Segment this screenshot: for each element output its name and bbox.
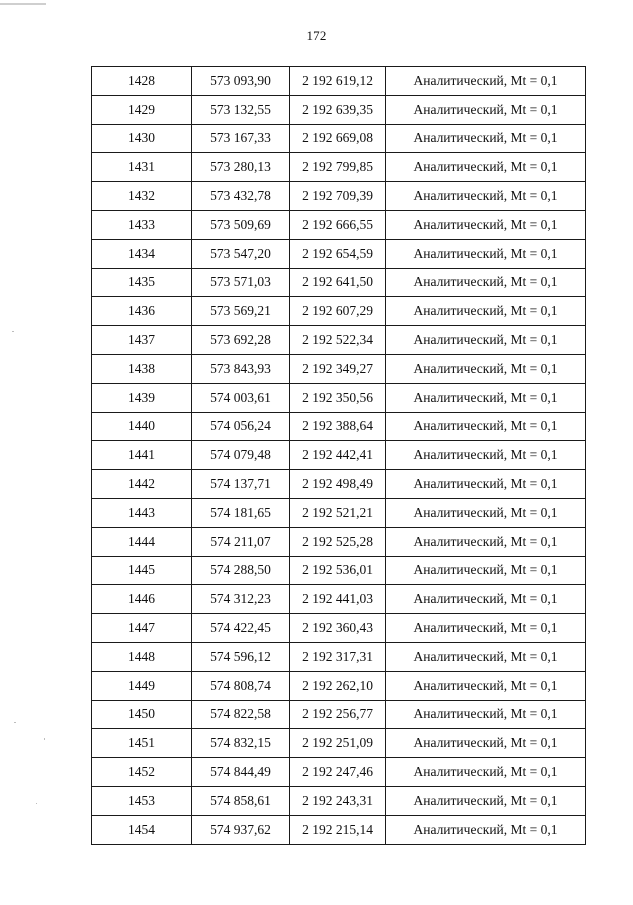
- x-coordinate-cell: 574 312,23: [192, 585, 290, 614]
- x-coordinate-cell: 574 822,58: [192, 700, 290, 729]
- method-cell: Аналитический, Mt = 0,1: [386, 210, 586, 239]
- method-cell: Аналитический, Mt = 0,1: [386, 786, 586, 815]
- y-coordinate-cell: 2 192 641,50: [290, 268, 386, 297]
- x-coordinate-cell: 574 937,62: [192, 815, 290, 844]
- scan-speck: [12, 331, 14, 332]
- table-row: [92, 67, 586, 96]
- x-coordinate-cell: 574 288,50: [192, 556, 290, 585]
- table-row: [92, 441, 586, 470]
- x-coordinate-cell: 573 432,78: [192, 182, 290, 211]
- method-cell: Аналитический, Mt = 0,1: [386, 642, 586, 671]
- method-cell: Аналитический, Mt = 0,1: [386, 354, 586, 383]
- x-coordinate-cell: 573 280,13: [192, 153, 290, 182]
- y-coordinate-cell: 2 192 215,14: [290, 815, 386, 844]
- point-number-cell: 1436: [92, 297, 192, 326]
- method-cell: Аналитический, Mt = 0,1: [386, 556, 586, 585]
- point-number-cell: 1434: [92, 239, 192, 268]
- table-row: [92, 326, 586, 355]
- method-cell: Аналитический, Mt = 0,1: [386, 95, 586, 124]
- x-coordinate-cell: 573 571,03: [192, 268, 290, 297]
- table-row: [92, 268, 586, 297]
- method-cell: Аналитический, Mt = 0,1: [386, 326, 586, 355]
- table-row: [92, 585, 586, 614]
- table-row: [92, 729, 586, 758]
- y-coordinate-cell: 2 192 349,27: [290, 354, 386, 383]
- point-number-cell: 1441: [92, 441, 192, 470]
- y-coordinate-cell: 2 192 441,03: [290, 585, 386, 614]
- y-coordinate-cell: 2 192 262,10: [290, 671, 386, 700]
- x-coordinate-cell: 574 844,49: [192, 758, 290, 787]
- page-number: 172: [306, 28, 327, 43]
- point-number-cell: 1435: [92, 268, 192, 297]
- point-number-cell: 1448: [92, 642, 192, 671]
- table-row: [92, 758, 586, 787]
- method-cell: Аналитический, Mt = 0,1: [386, 498, 586, 527]
- y-coordinate-cell: 2 192 247,46: [290, 758, 386, 787]
- x-coordinate-cell: 573 167,33: [192, 124, 290, 153]
- table-row: [92, 556, 586, 585]
- method-cell: Аналитический, Mt = 0,1: [386, 383, 586, 412]
- x-coordinate-cell: 574 422,45: [192, 614, 290, 643]
- y-coordinate-cell: 2 192 607,29: [290, 297, 386, 326]
- y-coordinate-cell: 2 192 350,56: [290, 383, 386, 412]
- x-coordinate-cell: 574 079,48: [192, 441, 290, 470]
- x-coordinate-cell: 574 858,61: [192, 786, 290, 815]
- coordinates-table-body: [92, 67, 586, 845]
- y-coordinate-cell: 2 192 498,49: [290, 470, 386, 499]
- y-coordinate-cell: 2 192 522,34: [290, 326, 386, 355]
- x-coordinate-cell: 573 569,21: [192, 297, 290, 326]
- y-coordinate-cell: 2 192 256,77: [290, 700, 386, 729]
- x-coordinate-cell: 574 137,71: [192, 470, 290, 499]
- point-number-cell: 1443: [92, 498, 192, 527]
- scan-edge-mark: [0, 3, 46, 5]
- table-row: [92, 786, 586, 815]
- y-coordinate-cell: 2 192 666,55: [290, 210, 386, 239]
- point-number-cell: 1430: [92, 124, 192, 153]
- table-row: [92, 354, 586, 383]
- table-row: [92, 182, 586, 211]
- method-cell: Аналитический, Mt = 0,1: [386, 470, 586, 499]
- method-cell: Аналитический, Mt = 0,1: [386, 153, 586, 182]
- y-coordinate-cell: 2 192 639,35: [290, 95, 386, 124]
- point-number-cell: 1440: [92, 412, 192, 441]
- coordinates-table: [91, 66, 586, 845]
- method-cell: Аналитический, Mt = 0,1: [386, 527, 586, 556]
- point-number-cell: 1450: [92, 700, 192, 729]
- method-cell: Аналитический, Mt = 0,1: [386, 297, 586, 326]
- point-number-cell: 1445: [92, 556, 192, 585]
- method-cell: Аналитический, Mt = 0,1: [386, 614, 586, 643]
- x-coordinate-cell: 574 832,15: [192, 729, 290, 758]
- table-row: [92, 815, 586, 844]
- method-cell: Аналитический, Mt = 0,1: [386, 412, 586, 441]
- point-number-cell: 1446: [92, 585, 192, 614]
- x-coordinate-cell: 574 056,24: [192, 412, 290, 441]
- point-number-cell: 1442: [92, 470, 192, 499]
- table-row: [92, 239, 586, 268]
- table-row: [92, 527, 586, 556]
- table-row: [92, 153, 586, 182]
- point-number-cell: 1451: [92, 729, 192, 758]
- table-row: [92, 383, 586, 412]
- method-cell: Аналитический, Mt = 0,1: [386, 239, 586, 268]
- y-coordinate-cell: 2 192 388,64: [290, 412, 386, 441]
- method-cell: Аналитический, Mt = 0,1: [386, 441, 586, 470]
- table-row: [92, 95, 586, 124]
- table-row: [92, 642, 586, 671]
- point-number-cell: 1439: [92, 383, 192, 412]
- point-number-cell: 1438: [92, 354, 192, 383]
- y-coordinate-cell: 2 192 799,85: [290, 153, 386, 182]
- table-row: [92, 412, 586, 441]
- x-coordinate-cell: 573 093,90: [192, 67, 290, 96]
- point-number-cell: 1452: [92, 758, 192, 787]
- table-row: [92, 470, 586, 499]
- x-coordinate-cell: 574 003,61: [192, 383, 290, 412]
- method-cell: Аналитический, Mt = 0,1: [386, 67, 586, 96]
- method-cell: Аналитический, Mt = 0,1: [386, 585, 586, 614]
- x-coordinate-cell: 573 509,69: [192, 210, 290, 239]
- y-coordinate-cell: 2 192 317,31: [290, 642, 386, 671]
- y-coordinate-cell: 2 192 536,01: [290, 556, 386, 585]
- point-number-cell: 1444: [92, 527, 192, 556]
- y-coordinate-cell: 2 192 619,12: [290, 67, 386, 96]
- point-number-cell: 1449: [92, 671, 192, 700]
- table-row: [92, 671, 586, 700]
- point-number-cell: 1429: [92, 95, 192, 124]
- point-number-cell: 1433: [92, 210, 192, 239]
- table-row: [92, 210, 586, 239]
- method-cell: Аналитический, Mt = 0,1: [386, 729, 586, 758]
- y-coordinate-cell: 2 192 251,09: [290, 729, 386, 758]
- y-coordinate-cell: 2 192 525,28: [290, 527, 386, 556]
- point-number-cell: 1437: [92, 326, 192, 355]
- x-coordinate-cell: 574 211,07: [192, 527, 290, 556]
- y-coordinate-cell: 2 192 669,08: [290, 124, 386, 153]
- y-coordinate-cell: 2 192 360,43: [290, 614, 386, 643]
- table-row: [92, 498, 586, 527]
- scan-speck: [36, 803, 37, 804]
- y-coordinate-cell: 2 192 521,21: [290, 498, 386, 527]
- table-row: [92, 297, 586, 326]
- method-cell: Аналитический, Mt = 0,1: [386, 700, 586, 729]
- table-row: [92, 614, 586, 643]
- x-coordinate-cell: 573 132,55: [192, 95, 290, 124]
- method-cell: Аналитический, Mt = 0,1: [386, 671, 586, 700]
- x-coordinate-cell: 574 596,12: [192, 642, 290, 671]
- method-cell: Аналитический, Mt = 0,1: [386, 124, 586, 153]
- table-row: [92, 700, 586, 729]
- point-number-cell: 1453: [92, 786, 192, 815]
- method-cell: Аналитический, Mt = 0,1: [386, 268, 586, 297]
- point-number-cell: 1454: [92, 815, 192, 844]
- x-coordinate-cell: 573 843,93: [192, 354, 290, 383]
- point-number-cell: 1447: [92, 614, 192, 643]
- x-coordinate-cell: 573 692,28: [192, 326, 290, 355]
- y-coordinate-cell: 2 192 709,39: [290, 182, 386, 211]
- method-cell: Аналитический, Mt = 0,1: [386, 182, 586, 211]
- x-coordinate-cell: 574 181,65: [192, 498, 290, 527]
- table-row: [92, 124, 586, 153]
- point-number-cell: 1428: [92, 67, 192, 96]
- scan-speck: [14, 722, 16, 723]
- method-cell: Аналитический, Mt = 0,1: [386, 815, 586, 844]
- point-number-cell: 1431: [92, 153, 192, 182]
- y-coordinate-cell: 2 192 442,41: [290, 441, 386, 470]
- y-coordinate-cell: 2 192 654,59: [290, 239, 386, 268]
- scan-speck: [44, 738, 45, 740]
- x-coordinate-cell: 574 808,74: [192, 671, 290, 700]
- method-cell: Аналитический, Mt = 0,1: [386, 758, 586, 787]
- x-coordinate-cell: 573 547,20: [192, 239, 290, 268]
- y-coordinate-cell: 2 192 243,31: [290, 786, 386, 815]
- point-number-cell: 1432: [92, 182, 192, 211]
